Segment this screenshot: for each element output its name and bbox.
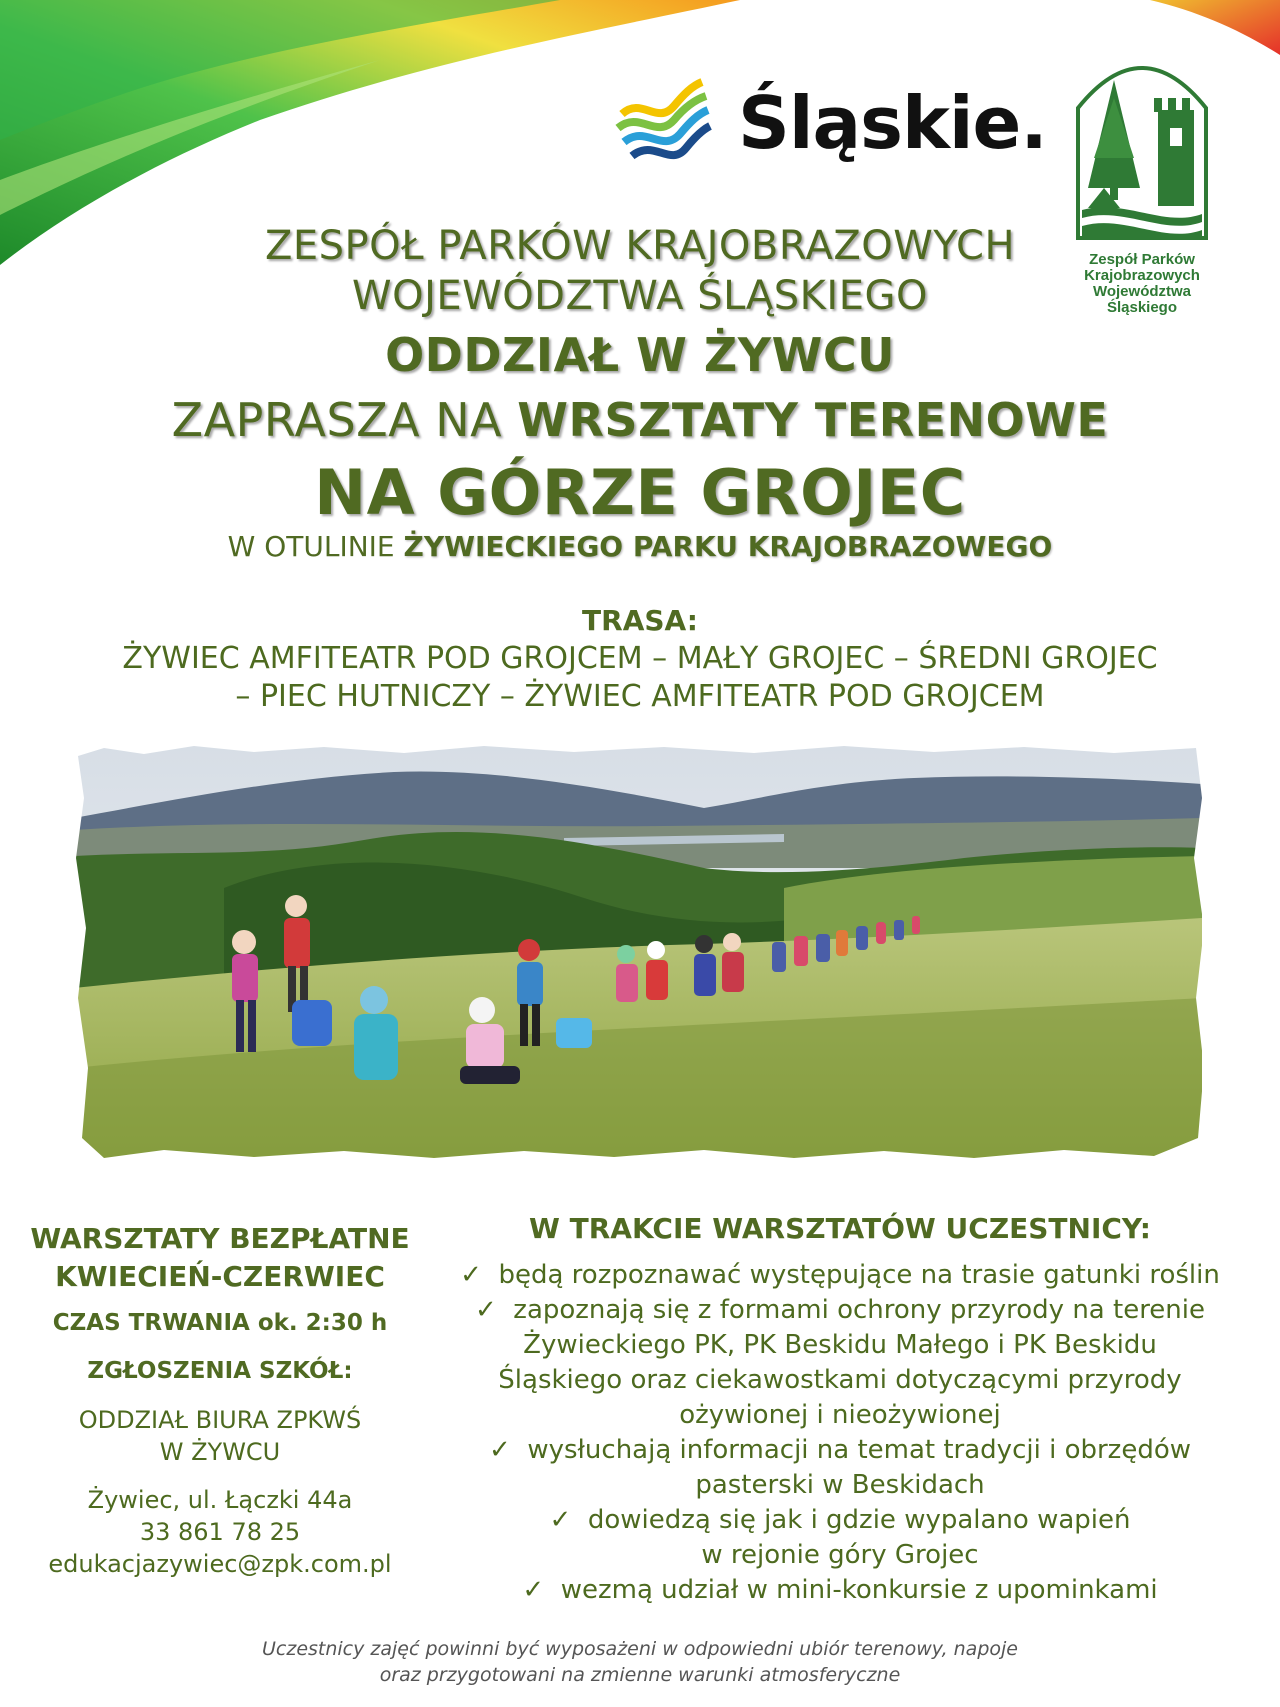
footnote-line-2: oraz przygotowani na zmienne warunki atmosferyczne: [379, 1664, 901, 1686]
info-duration: CZAS TRWANIA ok. 2:30 h: [52, 1310, 388, 1336]
info-contact: [20, 1484, 420, 1580]
benefits-heading: W TRAKCIE WARSZTATÓW UCZESTNICY:: [529, 1212, 1151, 1245]
title-line-4-normal: ZAPRASZA NA: [171, 393, 518, 447]
info-address: Żywiec, ul. Łączki 44a: [87, 1486, 353, 1514]
info-office-line-2: W ŻYWCU: [159, 1438, 281, 1466]
info-months: KWIECIEŃ-CZERWIEC: [55, 1260, 385, 1293]
info-registration-label: ZGŁOSZENIA SZKÓŁ:: [87, 1358, 353, 1384]
check-icon: ✓: [522, 1575, 545, 1605]
check-icon: ✓: [549, 1505, 572, 1535]
zpk-logo-caption: Zespół Parków Krajobrazowych Województwa Śląskiego: [1084, 251, 1200, 316]
route-line-2: – PIEC HUTNICZY – ŻYWIEC AMFITEATR POD GROJCEM: [235, 679, 1045, 714]
route-line-1: ŻYWIEC AMFITEATR POD GROJCEM – MAŁY GROJEC – ŚREDNI GROJEC: [122, 641, 1158, 676]
info-free: WARSZTATY BEZPŁATNE: [30, 1222, 410, 1255]
tree-tower-emblem-icon: [1074, 38, 1210, 244]
title-line-6-bold: ŻYWIECKIEGO PARKU KRAJOBRAZOWEGO: [403, 530, 1053, 563]
title-line-6: [0, 530, 1280, 563]
slaskie-waves-icon: [612, 76, 712, 170]
info-office-line-1: ODDZIAŁ BIURA ZPKWŚ: [78, 1406, 362, 1434]
benefit-item: ✓ zapoznają się z formami ochrony przyrody na terenie Żywieckiego PK, PK Beskidu Małego i PK Beskidu Śląskiego oraz ciekawostkami dotyczącymi przyrody ożywionej i nieożywionej: [474, 1295, 1206, 1430]
check-icon: ✓: [474, 1295, 497, 1325]
route-label: TRASA:: [582, 604, 698, 637]
hiking-photo: [64, 738, 1212, 1170]
footnote: [0, 1636, 1280, 1688]
slaskie-logo: [612, 76, 1047, 170]
benefit-item: ✓ wezmą udział w mini-konkursie z upominkami: [522, 1575, 1158, 1605]
info-free-block: [20, 1220, 420, 1296]
footnote-line-1: Uczestnicy zajęć powinni być wyposażeni w odpowiedni ubiór terenowy, napoje: [262, 1638, 1018, 1660]
info-email[interactable]: edukacjazywiec@zpk.com.pl: [48, 1550, 392, 1578]
benefit-item: ✓ dowiedzą się jak i gdzie wypalano wapień w rejonie góry Grojec: [549, 1505, 1131, 1570]
title-line-6-normal: W OTULINIE: [227, 530, 404, 563]
benefits-list: [405, 1258, 1275, 1608]
title-line-4-bold: WRSZTATY TERENOWE: [517, 393, 1109, 447]
check-icon: ✓: [460, 1260, 482, 1290]
title-line-3: ODDZIAŁ W ŻYWCU: [385, 328, 895, 382]
title-line-4: [0, 393, 1280, 447]
title-line-1: ZESPÓŁ PARKÓW KRAJOBRAZOWYCH: [264, 223, 1016, 269]
info-office: [20, 1404, 420, 1468]
title-line-2: WOJEWÓDZTWA ŚLĄSKIEGO: [352, 273, 928, 319]
benefit-item: ✓ wysłuchają informacji na temat tradycji i obrzędów pasterski w Beskidach: [489, 1435, 1191, 1500]
title-line-5: NA GÓRZE GROJEC: [314, 456, 966, 529]
benefit-item: ✓ będą rozpoznawać występujące na trasie gatunki roślin: [460, 1260, 1220, 1290]
slaskie-logo-text: Śląskie.: [738, 81, 1047, 165]
info-phone: 33 861 78 25: [139, 1518, 301, 1546]
check-icon: ✓: [489, 1435, 511, 1465]
